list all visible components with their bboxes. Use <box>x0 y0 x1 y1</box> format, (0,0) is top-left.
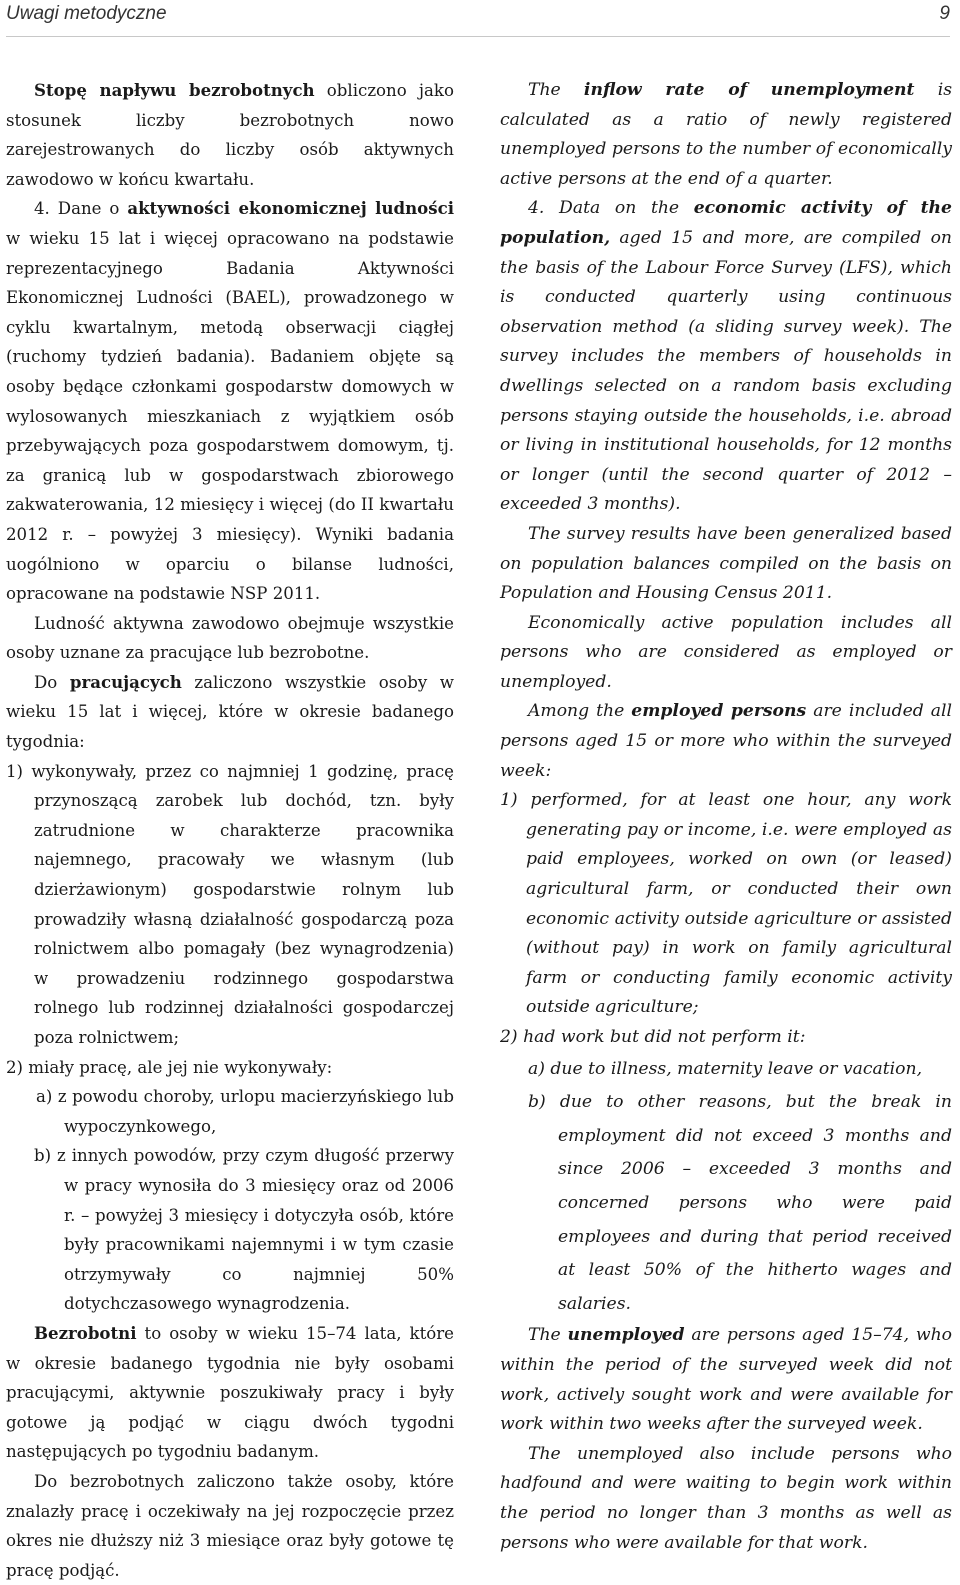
pl-list-item-2b: b) z innych powodów, przy czym długość przerwy w pracy wynosiła do 3 miesięcy oraz od 2006 r. – powyżej 3 miesięcy i dotyczyła osób, które były pracownikami najemnymi i w tym czasie otrzymywały co najmniej 50% dotychczasowego wynagrodzenia. <box>34 1146 454 1314</box>
running-title: Uwagi metodyczne <box>6 3 167 24</box>
en-paragraph-economic-activity: 4. Data on the economic activity of the population, aged 15 and more, are compiled on the basis of the Labour Force Survey (LFS), which is conducted quarterly using continuous observation method (a sliding survey week). The survey includes the members of households in dwellings selected on a random basis excluding persons staying outside the households, i.e. abroad or living in institutional households, for 12 months or longer (until the second quarter of 2012 – exceeded 3 months). <box>500 198 952 515</box>
pl-paragraph-economic-activity: 4. Dane o aktywności ekonomicznej ludności w wieku 15 lat i więcej opracowano na podstawie reprezentacyjnego Badania Aktywności Ekonomicznej Ludności (BAEL), prowadzonego w cyklu kwartalnym, metodą obserwacji ciągłej (ruchomy tydzień badania). Badaniem objęte są osoby będące członkami gospodarstw domowych w wylosowanych mieszkaniach z wyjątkiem osób przebywających poza gospodarstwem domowym, tj. za granicą lub w gospodarstwach zbiorowego zakwaterowania, 12 miesięcy i więcej (do II kwartału 2012 r. – powyżej 3 miesięcy). Wyniki badania uogólniono w oparciu o bilanse ludności, opracowane na podstawie NSP 2011. <box>6 198 455 604</box>
en-list-item-1: 1) performed, for at least one hour, any work generating pay or income, i.e. were employed as paid employees, worked on own (or leased) agricultural farm, or conducted their own economic activity outside agriculture or assisted (without pay) in work on family agricultural farm or conducting family economic activity outside agriculture; <box>500 790 952 1018</box>
en-paragraph-unemployed: The unemployed are persons aged 15–74, who within the period of the surveyed week did not work, actively sought work and were available for work within two weeks after the surveyed week. <box>500 1325 953 1435</box>
pl-list-item-2a: a) z powodu choroby, urlopu macierzyńskiego lub wypoczynkowego, <box>36 1087 454 1136</box>
pl-paragraph-unemployed-also: Do bezrobotnych zaliczono także osoby, które znalazły pracę i oczekiwały na jej rozpoczęcie przez okres nie dłuższy niż 3 miesiące oraz były gotowe tę pracę podjąć. <box>6 1471 454 1580</box>
en-paragraph-survey-results: The survey results have been generalized based on population balances compiled on the basis on Population and Housing Census 2011. <box>500 523 952 604</box>
en-list-item-2b: b) due to other reasons, but the break in employment did not exceed 3 months and since 2006 – exceeded 3 months and concerned persons who were paid employees and during that period received at least 50% of the hitherto wages and salaries. <box>528 1092 952 1314</box>
pl-paragraph-employed: Do pracujących zaliczono wszystkie osoby w wieku 15 lat i więcej, które w okresie badanego tygodnia: <box>6 671 455 752</box>
pl-paragraph-inflow-rate: Stopę napływu bezrobotnych obliczono jako stosunek liczby bezrobotnych nowo zarejestrowanych do liczby osób aktywnych zawodowo w końcu kwartału. <box>6 80 454 189</box>
en-paragraph-active-population: Economically active population includes all persons who are considered as employed or unemployed. <box>500 612 952 692</box>
page-number: 9 <box>939 3 950 24</box>
en-paragraph-employed: Among the employed persons are included all persons aged 15 or more who within the surveyed week: <box>500 701 952 781</box>
pl-list-item-1: 1) wykonywały, przez co najmniej 1 godzinę, pracę przynoszącą zarobek lub dochód, tzn. były zatrudnione w charakterze pracownika najemnego, pracowały we własnym (lub dzierżawionym) gospodarstwie rolnym lub prowadziły własną działalność gospodarczą poza rolnictwem albo pomagały (bez wynagrodzenia) w prowadzeniu rodzinnego gospodarstwa rolnego lub rodzinnej działalności gospodarczej poza rolnictwem; <box>6 761 454 1047</box>
page-header <box>6 0 950 37</box>
pl-list-item-2: 2) miały pracę, ale jej nie wykonywały: <box>6 1057 333 1077</box>
en-paragraph-inflow-rate: The inflow rate of unemployment is calculated as a ratio of newly registered unemployed persons to the number of economically active persons at the end of a quarter. <box>500 80 953 189</box>
en-list-item-2: 2) had work but did not perform it: <box>500 1027 806 1047</box>
pl-paragraph-active-population: Ludność aktywna zawodowo obejmuje wszystkie osoby uznane za pracujące lub bezrobotne. <box>6 613 454 663</box>
pl-paragraph-unemployed: Bezrobotni to osoby w wieku 15–74 lata, które w okresie badanego tygodnia nie były osobami pracującymi, aktywnie poszukiwały pracy i były gotowe ją podjąć w ciągu dwóch tygodni następujących po tygodniu badanym. <box>6 1322 454 1462</box>
polish-column <box>6 76 454 1585</box>
en-list-item-2a: a) due to illness, maternity leave or vacation, <box>528 1058 923 1079</box>
en-paragraph-unemployed-also: The unemployed also include persons who hadfound and were waiting to begin work within the period no longer than 3 months as well as persons who were available for that work. <box>500 1443 952 1553</box>
english-column <box>500 76 952 1558</box>
